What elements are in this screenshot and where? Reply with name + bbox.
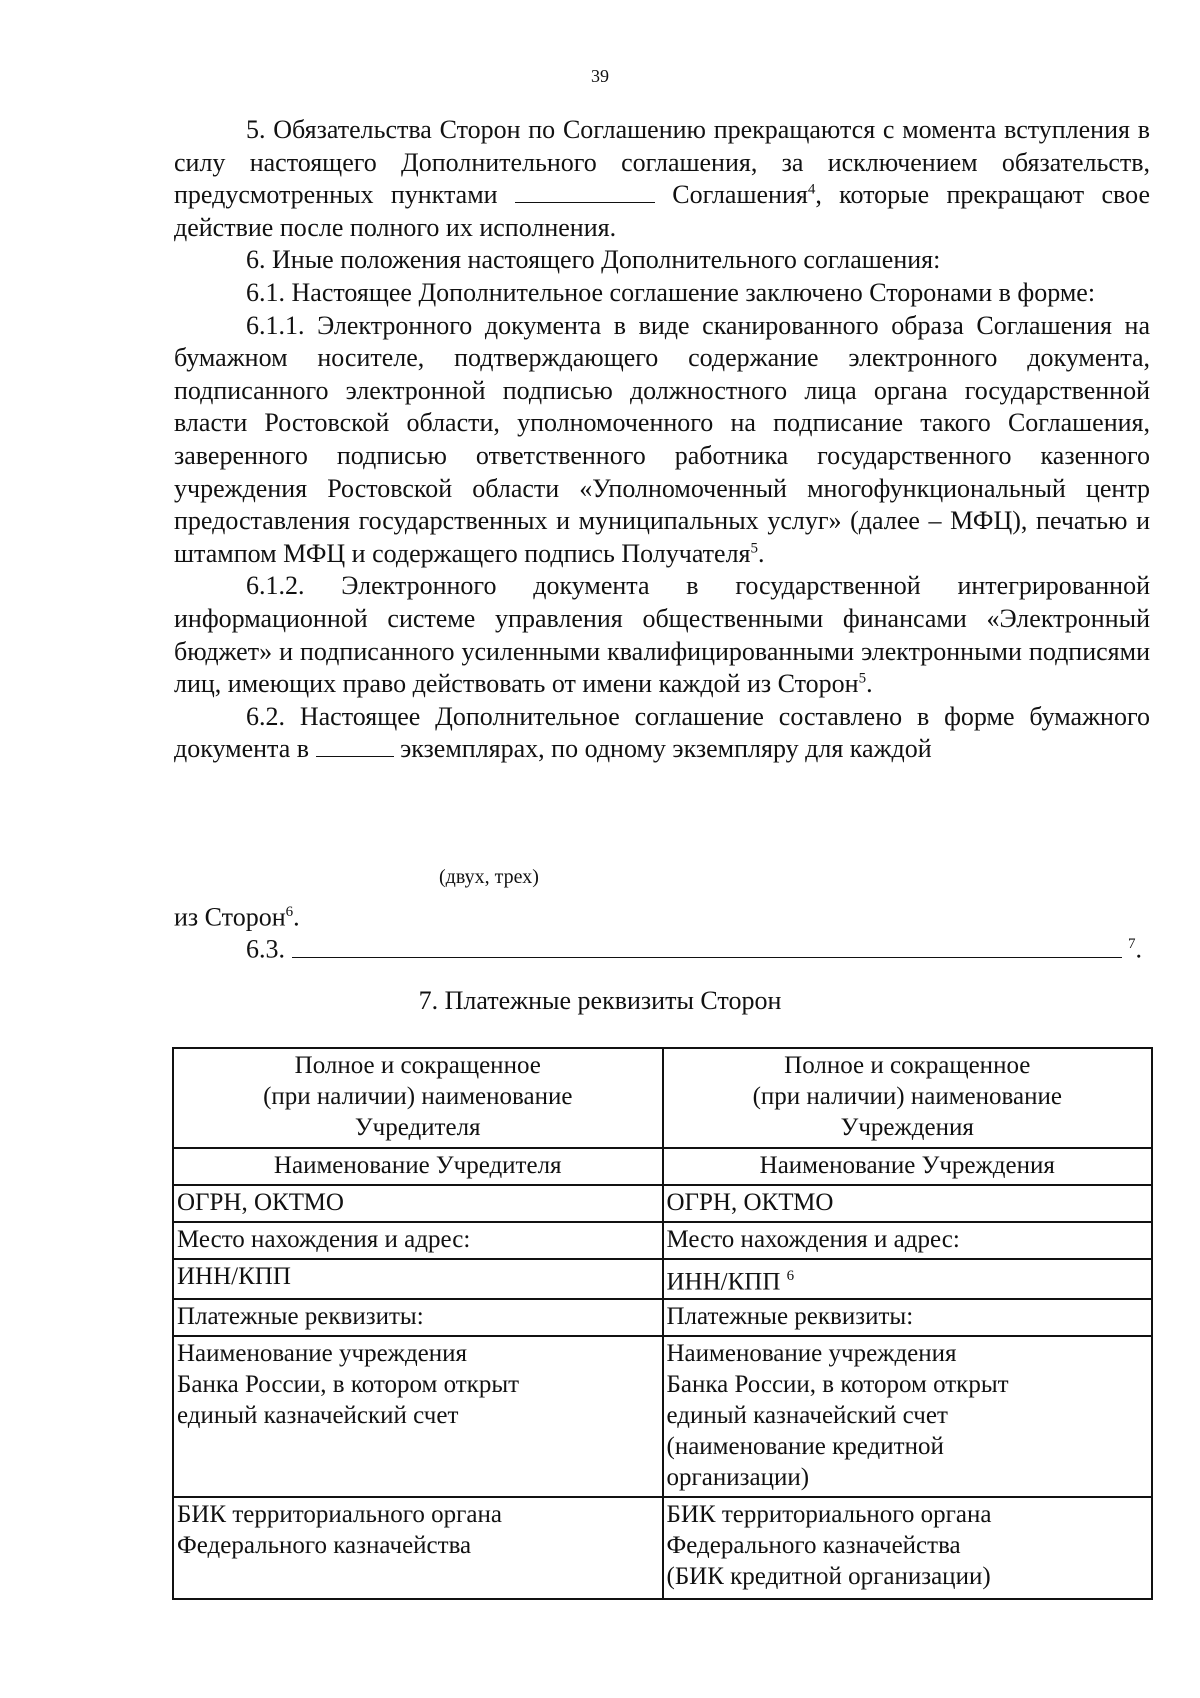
- footnote-ref: 4: [807, 181, 816, 198]
- table-cell: Место нахождения и адрес:: [173, 1222, 663, 1259]
- paragraph-6-2-text: 6.2. Настоящее Дополнительное соглашение составлено в форме бумажного документа в: [174, 701, 1150, 764]
- cell-line: БИК территориального органа: [666, 1501, 992, 1529]
- header-line: Полное и сокращенное: [784, 1052, 1031, 1079]
- paragraph-6-3: 6.3. $^7$.: [246, 934, 1142, 964]
- blank-line: [292, 935, 1122, 958]
- cell-line: (БИК кредитной организации): [666, 1563, 991, 1591]
- paragraph-6-2-text-b: экземплярах, по одному экземпляру для каждой: [393, 734, 932, 764]
- cell-line: Наименование учреждения: [666, 1340, 957, 1368]
- table-cell: [173, 1336, 663, 1497]
- payment-details-table: [172, 1047, 1153, 1600]
- paragraph-6-1: 6.1. Настоящее Дополнительное соглашение заключено Сторонами в форме:: [246, 277, 1096, 307]
- paragraph-6: 6. Иные положения настоящего Дополнительного соглашения:: [246, 245, 941, 275]
- cell-text: ИНН/КПП: [666, 1268, 781, 1296]
- paragraph-5-text: 5. Обязательства Сторон по Соглашению прекращаются с момента вступления в силу настоящего Дополнительного соглашения, за исключением обязательств, предусмотренных пунктами: [174, 115, 1150, 210]
- section-title: 7. Платежные реквизиты Сторон: [418, 986, 782, 1015]
- blank-line: [515, 180, 655, 203]
- header-line: (при наличии) наименование: [752, 1083, 1062, 1110]
- cell-line: Банка России, в котором открыт: [666, 1371, 1009, 1399]
- body-text: [174, 114, 1150, 766]
- footnote-ref: 6: [285, 904, 294, 920]
- header-line: Полное и сокращенное: [294, 1052, 541, 1079]
- table-cell: [663, 1497, 1153, 1599]
- blank-line: [316, 734, 394, 757]
- footnote-ref: 5: [750, 540, 759, 557]
- paragraph-5: [174, 114, 1150, 244]
- table-row: [173, 1497, 1152, 1599]
- table-header-founder: [173, 1048, 663, 1148]
- table-header-institution: [663, 1048, 1153, 1148]
- footnote-ref: 6: [786, 1268, 795, 1284]
- cell-line: Федерального казначейства: [177, 1532, 472, 1560]
- cell-line: Федерального казначейства: [666, 1532, 961, 1560]
- table-cell: [663, 1259, 1153, 1299]
- paragraph-6-1-1: 6.1.1. Электронного документа в виде сканированного образа Соглашения на бумажном носителе, подтверждающего содержание электронного документа, подписанного электронной подписью должностного лица органа государственной власти Ростовской области, уполномоченного на подписание такого Соглашения, заверенного подписью ответственного работника государственного казенного учреждения Ростовской области «Уполномоченный многофункциональный центр предоставления государственных и муниципальных услуг» (далее – МФЦ), печатью и штампом МФЦ и содержащего подпись Получателя$^5$.: [174, 310, 1150, 568]
- paragraph-6-3-label: 6.3.: [246, 934, 285, 964]
- table-row: [173, 1148, 1152, 1185]
- paragraph-5-text-b: Соглашения: [654, 180, 808, 210]
- footnote-ref: 7: [1128, 936, 1136, 952]
- table-cell: ИНН/КПП: [173, 1259, 663, 1299]
- table-row: [173, 1259, 1152, 1299]
- paragraph-6-1-2: 6.1.2. Электронного документа в государственной интегрированной информационной системе управления общественными финансами «Электронный бюджет» и подписанного усиленными квалифицированными электронными подписями лиц, имеющих право действовать от имени каждой из Сторон$^5$.: [174, 571, 1150, 699]
- table-row: [173, 1048, 1152, 1148]
- cell-line: Банка России, в котором открыт: [177, 1371, 520, 1399]
- table-row: [173, 1185, 1152, 1222]
- table-cell: Место нахождения и адрес:: [663, 1222, 1153, 1259]
- table-row: [173, 1299, 1152, 1336]
- table-row: [173, 1222, 1152, 1259]
- table-cell: Платежные реквизиты:: [173, 1299, 663, 1336]
- header-line: (при наличии) наименование: [263, 1083, 573, 1110]
- header-line: Учредителя: [354, 1114, 481, 1141]
- cell-line: единый казначейский счет: [177, 1402, 459, 1430]
- paragraph-5-text-c: , которые прекращают свое действие после полного их исполнения.: [174, 180, 1150, 242]
- table-cell: Наименование Учредителя: [173, 1148, 663, 1185]
- cell-line: организации): [666, 1464, 810, 1492]
- paragraph-6-2: [174, 701, 1150, 766]
- paragraph-6-1-1-text: 6.1.1. Электронного документа в виде сканированного образа Соглашения на бумажном носителе, подтверждающего содержание электронного документа, подписанного электронной подписью должностного лица органа государственной власти Ростовской области, уполномоченного на подписание такого Соглашения, заверенного подписью ответственного работника государственного казенного учреждения Ростовской области «Уполномоченный многофункциональный центр предоставления государственных и муниципальных услуг» (далее – МФЦ), печатью и штампом МФЦ и содержащего подпись Получателя: [174, 310, 1150, 568]
- header-line: Учреждения: [840, 1114, 974, 1141]
- cell-line: единый казначейский счет: [666, 1402, 948, 1430]
- page-number: 39: [591, 66, 609, 86]
- cell-line: БИК территориального органа: [177, 1501, 502, 1529]
- table-cell: Наименование Учреждения: [663, 1148, 1153, 1185]
- paragraph-6-1-2-text: 6.1.2. Электронного документа в государственной интегрированной информационной системе управления общественными финансами «Электронный бюджет» и подписанного усиленными квалифицированными электронными подписями лиц, имеющих право действовать от имени каждой из Сторон: [174, 571, 1150, 699]
- footnote-ref: 5: [858, 670, 867, 687]
- copies-hint: (двух, трех): [439, 866, 539, 888]
- table-cell: ОГРН, ОКТМО: [663, 1185, 1153, 1222]
- cell-line: (наименование кредитной: [666, 1433, 944, 1461]
- table-cell: Платежные реквизиты:: [663, 1299, 1153, 1336]
- table-cell: [663, 1336, 1153, 1497]
- paragraph-6-2-text-c: из Сторон: [174, 902, 286, 932]
- table-cell: ОГРН, ОКТМО: [173, 1185, 663, 1222]
- paragraph-6-2-end: из Сторон$^6$.: [174, 902, 300, 932]
- cell-line: Наименование учреждения: [177, 1340, 468, 1368]
- table-row: [173, 1336, 1152, 1497]
- table-cell: [173, 1497, 663, 1599]
